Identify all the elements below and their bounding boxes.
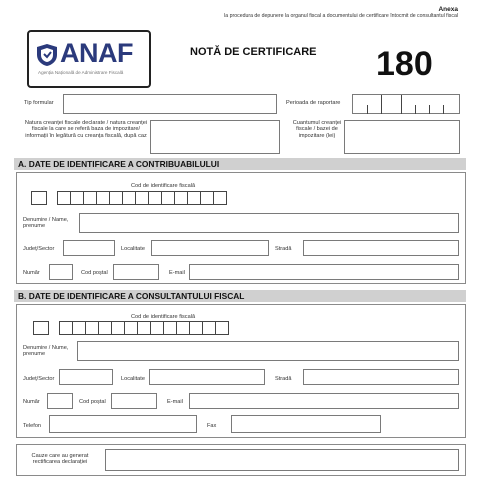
tip-formular-field[interactable] (63, 94, 277, 114)
cauze-label: Cauze care au generat rectificarea declarației (31, 453, 89, 466)
section-b-panel (16, 304, 466, 438)
b-fax-field[interactable] (231, 415, 381, 433)
a-strada-label: Stradă (275, 246, 292, 252)
section-b-title: B. DATE DE IDENTIFICARE A CONSULTANTULUI FISCAL (14, 290, 466, 302)
a-numar-field[interactable] (49, 264, 73, 280)
b-numar-label: Număr (23, 399, 40, 405)
b-cod-postal-label: Cod poștal (79, 399, 106, 405)
a-localitate-field[interactable] (151, 240, 269, 256)
a-cif-cells[interactable] (57, 191, 226, 205)
cuantum-field[interactable] (344, 120, 460, 154)
form-number: 180 (376, 45, 433, 83)
b-strada-label: Stradă (275, 376, 292, 382)
b-strada-field[interactable] (303, 369, 459, 385)
shield-icon (36, 43, 58, 67)
a-strada-field[interactable] (303, 240, 459, 256)
natura-creantei-label: Natura creanței fiscale declarate / natura creanței fiscale la care se referă baza de impozitare/ informații în legătură cu creanța fiscală, după caz (24, 120, 148, 139)
b-denumire-label: Denumire / Nume, prenume (23, 345, 69, 358)
a-cod-postal-label: Cod poștal (81, 270, 108, 276)
a-denumire-field[interactable] (79, 213, 459, 233)
b-email-field[interactable] (189, 393, 459, 409)
b-cod-fiscal-label: Cod de identificare fiscală (131, 314, 196, 320)
tip-formular-label: Tip formular (24, 100, 54, 106)
b-fax-label: Fax (207, 423, 217, 429)
b-cif-cells[interactable] (59, 321, 228, 335)
form-title: NOTĂ DE CERTIFICARE (190, 46, 317, 58)
section-a-panel (16, 172, 466, 284)
section-a-title: A. DATE DE IDENTIFICARE A CONTRIBUABILULUI (14, 158, 466, 170)
b-telefon-field[interactable] (49, 415, 197, 433)
b-cod-postal-field[interactable] (111, 393, 157, 409)
b-cif-checkbox[interactable] (33, 321, 48, 335)
a-denumire-label: Denumire / Name, prenume (23, 217, 69, 230)
a-cif-checkbox[interactable] (31, 191, 46, 205)
annex-note: la procedura de depunere la organul fiscal a documentului de certificare întocmit de consultantul fiscal (224, 13, 458, 19)
a-judet-field[interactable] (63, 240, 115, 256)
logo-tagline: Agenția Națională de Administrare Fiscală (38, 70, 124, 75)
perioada-label: Perioada de raportare (286, 100, 341, 106)
a-email-label: E-mail (169, 270, 185, 276)
annex-label: Anexa (438, 6, 458, 13)
b-judet-field[interactable] (59, 369, 113, 385)
cuantum-label: Cuantumul creanței fiscale / bazei de impozitare (lei) (292, 120, 342, 139)
cauze-panel (16, 444, 466, 476)
b-localitate-field[interactable] (149, 369, 265, 385)
a-cod-postal-field[interactable] (113, 264, 159, 280)
a-localitate-label: Localitate (121, 246, 145, 252)
cauze-field[interactable] (105, 449, 459, 471)
a-cod-fiscal-label: Cod de identificare fiscală (131, 183, 196, 189)
perioada-field[interactable] (352, 94, 460, 114)
b-judet-label: Județ/Sector (23, 376, 55, 382)
b-localitate-label: Localitate (121, 376, 145, 382)
a-judet-label: Județ/Sector (23, 246, 55, 252)
logo-brand: ANAF (60, 38, 133, 68)
b-email-label: E-mail (167, 399, 183, 405)
natura-creantei-field[interactable] (150, 120, 280, 154)
a-numar-label: Număr (23, 270, 40, 276)
b-numar-field[interactable] (47, 393, 73, 409)
anaf-logo (27, 30, 151, 88)
a-email-field[interactable] (189, 264, 459, 280)
b-telefon-label: Telefon (23, 423, 42, 429)
b-denumire-field[interactable] (77, 341, 459, 361)
